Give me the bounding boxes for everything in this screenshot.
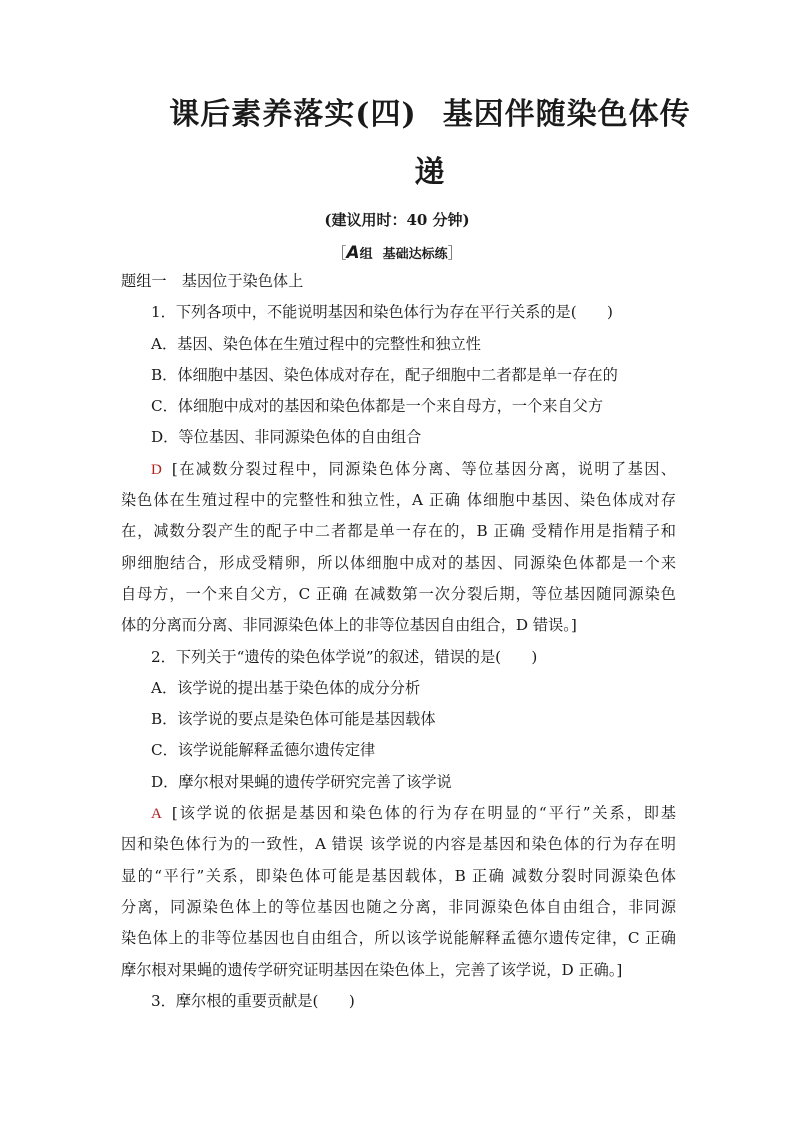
question-1-option-a: A．基因、染色体在生殖过程中的完整性和独立性 bbox=[151, 334, 481, 353]
question-body bbox=[121, 266, 676, 1017]
question-1-stem: 1．下列各项中，不能说明基因和染色体行为存在平行关系的是( ) bbox=[151, 303, 613, 322]
question-1-answer: D bbox=[151, 461, 162, 478]
section-title: 题组一 基因位于染色体上 bbox=[121, 272, 304, 290]
question-1-explanation-line-3: 在，减数分裂产生的配子中二者都是单一存在的，B 正确 受精作用是指精子和 bbox=[121, 522, 676, 541]
question-1-explanation-line-4: 卵细胞结合，形成受精卵，所以体细胞中成对的基因、同源染色体都是一个来 bbox=[121, 553, 676, 572]
question-3-stem: 3．摩尔根的重要贡献是( ) bbox=[151, 991, 355, 1010]
question-2-option-b: B．该学说的要点是染色体可能是基因载体 bbox=[151, 710, 436, 729]
page-title-line-2 bbox=[120, 155, 740, 191]
question-1-option-c: C．体细胞中成对的基因和染色体都是一个来自母方，一个来自父方 bbox=[151, 397, 604, 416]
question-2-explanation-line-2: 因和染色体行为的一致性，A 错误 该学说的内容是基因和染色体的行为存在明 bbox=[121, 835, 676, 854]
group-label bbox=[0, 243, 794, 265]
question-2-explanation-line-6: 摩尔根对果蝇的遗传学研究证明基因在染色体上，完善了该学说，D 正确。] bbox=[121, 960, 623, 979]
question-1-option-b: B．体细胞中基因、染色体成对存在，配子细胞中二者都是单一存在的 bbox=[151, 365, 618, 384]
question-2-option-d: D．摩尔根对果蝇的遗传学研究完善了该学说 bbox=[151, 772, 452, 791]
question-2-option-c: C．该学说能解释孟德尔遗传定律 bbox=[151, 741, 376, 760]
question-2-stem: 2．下列关于“遗传的染色体学说”的叙述，错误的是( ) bbox=[151, 647, 538, 666]
group-label-text: 组 bbox=[359, 247, 373, 262]
question-1-option-d: D．等位基因、非同源染色体的自由组合 bbox=[151, 428, 422, 447]
title-part-1: 课后素养落实(四) bbox=[169, 97, 417, 132]
question-1-explanation-line-2: 染色体在生殖过程中的完整性和独立性，A 正确 体细胞中基因、染色体成对存 bbox=[121, 491, 676, 510]
question-1-explanation-line-1: D [在减数分裂过程中，同源染色体分离、等位基因分离，说明了基因、 bbox=[151, 459, 676, 478]
group-name: 基础达标练 bbox=[382, 247, 448, 262]
title-part-2a: 基因伴随染色体传 bbox=[442, 97, 691, 132]
question-1-explanation-line-6: 体的分离而分离、非同源染色体上的非等位基因自由组合，D 错误。] bbox=[121, 616, 577, 635]
suggested-time: (建议用时：40 分钟) bbox=[324, 211, 470, 229]
question-2-explanation-line-1: A [该学说的依据是基因和染色体的行为存在明显的“平行”关系，即基 bbox=[151, 804, 676, 823]
question-2-explanation-line-3: 显的“平行”关系，即染色体可能是基因载体，B 正确 减数分裂时同源染色体 bbox=[121, 866, 676, 885]
page-title-line-1 bbox=[120, 97, 740, 133]
group-close-bracket: ］ bbox=[447, 244, 463, 262]
question-1-explanation-line-5: 自母方，一个来自父方，C 正确 在减数第一次分裂后期，等位基因随同源染色 bbox=[121, 584, 676, 603]
question-2-option-a: A．该学说的提出基于染色体的成分分析 bbox=[151, 678, 421, 697]
question-2-answer: A bbox=[151, 806, 162, 823]
title-part-2b: 递 bbox=[414, 155, 446, 190]
group-open-bracket: ［ bbox=[331, 244, 347, 262]
question-2-explanation-line-4: 分离，同源染色体上的等位基因也随之分离，非同源染色体自由组合，非同源 bbox=[121, 897, 676, 916]
question-2-explanation-line-5: 染色体上的非等位基因也自由组合，所以该学说能解释孟德尔遗传定律，C 正确 bbox=[121, 929, 676, 948]
group-letter-a: A bbox=[346, 243, 360, 263]
